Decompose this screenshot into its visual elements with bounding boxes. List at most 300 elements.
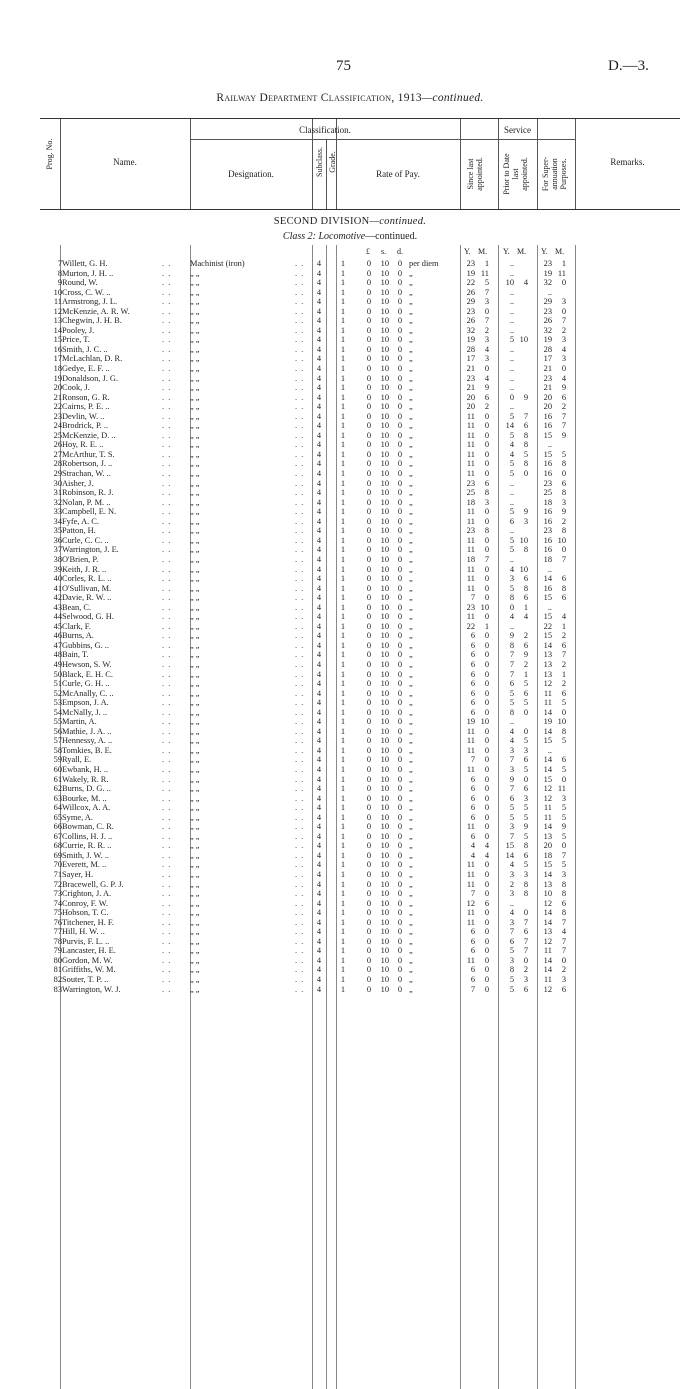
staff-name: McKenzie, D. .. — [62, 430, 116, 440]
leader-dots: . . — [295, 860, 305, 870]
grade: 1 — [340, 669, 346, 679]
pay-period: „ — [409, 354, 413, 364]
since-last-months: 0 — [484, 870, 489, 879]
leader-dots: . . — [295, 259, 305, 268]
super-years: 13 — [543, 831, 552, 841]
prior-months: 9 — [523, 507, 528, 517]
pay-pence: 0 — [397, 411, 403, 421]
leader-dots: . . — [162, 679, 172, 689]
leader-dots: . . — [162, 927, 172, 937]
prog-no: 55 — [53, 717, 62, 727]
since-last-years: 23 — [466, 373, 475, 383]
staff-name: Cross, C. W. .. — [62, 287, 111, 297]
staff-name: Souter, T. P. .. — [62, 975, 109, 985]
leader-dots: . . — [162, 392, 172, 402]
since-last-years: 7 — [470, 593, 475, 603]
leader-dots: . . — [162, 554, 172, 564]
super-years: 22 — [543, 621, 552, 631]
super-months: 10 — [557, 717, 566, 727]
super-months: 4 — [561, 373, 566, 383]
since-last-months: 0 — [484, 927, 489, 937]
pay-pounds: 0 — [366, 984, 372, 994]
leader-dots: . . — [162, 593, 172, 603]
staff-name: Burns, A. — [62, 631, 94, 641]
prior-months: 3 — [523, 793, 528, 803]
designation: „ „ — [190, 698, 200, 708]
table-row — [0, 498, 700, 508]
super-years: 23 — [543, 306, 552, 316]
super-years: 11 — [543, 688, 552, 698]
leader-dots: . . — [295, 659, 305, 669]
subclass: 4 — [316, 268, 322, 278]
prior-years: .. — [509, 287, 514, 297]
since-last-years: 6 — [470, 669, 475, 679]
pay-shillings: 10 — [380, 650, 389, 660]
leader-dots: . . — [295, 602, 305, 612]
prior-years: 5 — [509, 698, 514, 708]
leader-dots: . . — [295, 679, 305, 689]
unit-pence: d. — [397, 247, 403, 256]
leader-dots: . . — [295, 316, 305, 326]
staff-name: Devlin, W. .. — [62, 411, 105, 421]
table-row — [0, 536, 700, 546]
staff-name: Hoy, R. E. .. — [62, 440, 104, 450]
super-years: 14 — [543, 574, 552, 584]
prior-months: 5 — [523, 812, 528, 822]
staff-name: Curle, G. H. .. — [62, 679, 110, 689]
super-months: 3 — [561, 354, 566, 364]
leader-dots: . . — [295, 440, 305, 450]
designation: „ „ — [190, 297, 200, 307]
staff-name: Wakely, R. R. — [62, 774, 109, 784]
prog-no: 52 — [53, 688, 62, 698]
grade: 1 — [340, 640, 346, 650]
pay-period: „ — [409, 383, 413, 393]
staff-name: Bourke, M. .. — [62, 793, 107, 803]
pay-period: „ — [409, 908, 413, 918]
pay-shillings: 10 — [380, 726, 389, 736]
super-months: 11 — [557, 784, 566, 794]
super-years: 28 — [543, 344, 552, 354]
super-months: 3 — [561, 975, 566, 985]
super-months: 3 — [561, 497, 566, 507]
designation: „ „ — [190, 640, 200, 650]
super-years: 11 — [543, 946, 552, 956]
leader-dots: . . — [162, 755, 172, 765]
super-years: 32 — [543, 325, 552, 335]
pay-period: „ — [409, 593, 413, 603]
leader-dots: . . — [162, 975, 172, 985]
super-years: 20 — [543, 402, 552, 412]
prior-years: .. — [509, 373, 514, 383]
leader-dots: . . — [295, 564, 305, 574]
prior-months: 7 — [523, 411, 528, 421]
pay-period: „ — [409, 736, 413, 746]
super-months: 7 — [561, 411, 566, 421]
table-row — [0, 985, 700, 995]
staff-name: Chegwin, J. H. B. — [62, 316, 122, 326]
pay-period: „ — [409, 392, 413, 402]
staff-name: Syme, A. — [62, 812, 93, 822]
super-months: 9 — [561, 430, 566, 440]
pay-pence: 0 — [397, 602, 403, 612]
designation: „ „ — [190, 793, 200, 803]
leader-dots: . . — [295, 478, 305, 488]
table-row — [0, 880, 700, 890]
prior-months: 9 — [523, 822, 528, 832]
pay-period: „ — [409, 268, 413, 278]
pay-pounds: 0 — [366, 344, 372, 354]
pay-period: „ — [409, 946, 413, 956]
grade: 1 — [340, 469, 346, 479]
subsection-suffix: —continued. — [365, 231, 418, 242]
grade: 1 — [340, 488, 346, 498]
since-last-years: 32 — [466, 325, 475, 335]
prior-months: 8 — [523, 889, 528, 899]
staff-name: Ronson, G. R. — [62, 392, 110, 402]
pay-period: „ — [409, 497, 413, 507]
staff-name: Willett, G. H. — [62, 259, 108, 268]
since-last-years: 6 — [470, 793, 475, 803]
grade: 1 — [340, 440, 346, 450]
since-last-years: 23 — [466, 526, 475, 536]
since-last-years: 4 — [470, 850, 475, 860]
prior-months: 1 — [523, 669, 528, 679]
pay-shillings: 10 — [380, 287, 389, 297]
since-last-years: 23 — [466, 478, 475, 488]
table-row — [0, 488, 700, 498]
leader-dots: . . — [162, 908, 172, 918]
leader-dots: . . — [162, 841, 172, 851]
leader-dots: . . — [295, 726, 305, 736]
prog-no: 70 — [53, 860, 62, 870]
subclass: 4 — [316, 889, 322, 899]
pay-pence: 0 — [397, 421, 403, 431]
prog-no: 78 — [53, 936, 62, 946]
pay-pounds: 0 — [366, 745, 372, 755]
super-years: 18 — [543, 497, 552, 507]
grade: 1 — [340, 650, 346, 660]
table-row — [0, 316, 700, 326]
pay-pence: 0 — [397, 335, 403, 345]
since-last-years: 11 — [466, 469, 475, 479]
since-last-months: 0 — [484, 965, 489, 975]
leader-dots: . . — [162, 364, 172, 374]
leader-dots: . . — [162, 879, 172, 889]
pay-shillings: 10 — [380, 803, 389, 813]
pay-period: „ — [409, 984, 413, 994]
staff-name: O'Sullivan, M. — [62, 583, 112, 593]
since-last-months: 1 — [484, 621, 489, 631]
since-last-months: 0 — [484, 545, 489, 555]
prog-no: 31 — [53, 488, 62, 498]
prior-months: 0 — [523, 955, 528, 965]
since-last-years: 26 — [466, 316, 475, 326]
subclass: 4 — [316, 946, 322, 956]
leader-dots: . . — [162, 268, 172, 278]
pay-shillings: 10 — [380, 535, 389, 545]
since-last-years: 11 — [466, 411, 475, 421]
subclass: 4 — [316, 554, 322, 564]
super-months: 9 — [561, 383, 566, 393]
leader-dots: . . — [295, 927, 305, 937]
since-last-months: 0 — [484, 449, 489, 459]
super-months: 0 — [561, 364, 566, 374]
prog-no: 15 — [53, 335, 62, 345]
pay-period: „ — [409, 841, 413, 851]
subclass: 4 — [316, 583, 322, 593]
table-row — [0, 899, 700, 909]
pay-pence: 0 — [397, 793, 403, 803]
table-row — [0, 832, 700, 842]
designation: „ „ — [190, 430, 200, 440]
subclass: 4 — [316, 908, 322, 918]
pay-shillings: 10 — [380, 793, 389, 803]
table-row — [0, 459, 700, 469]
grade: 1 — [340, 736, 346, 746]
prog-no: 72 — [53, 879, 62, 889]
table-row — [0, 565, 700, 575]
designation: „ „ — [190, 841, 200, 851]
designation: „ „ — [190, 717, 200, 727]
since-last-years: 28 — [466, 344, 475, 354]
prior-months: 5 — [523, 449, 528, 459]
table-row — [0, 736, 700, 746]
staff-name: Bean, C. — [62, 602, 92, 612]
table-row — [0, 259, 700, 269]
prior-years: 9 — [509, 774, 514, 784]
pay-pounds: 0 — [366, 574, 372, 584]
leader-dots: . . — [162, 707, 172, 717]
grade: 1 — [340, 354, 346, 364]
pay-shillings: 10 — [380, 755, 389, 765]
since-last-years: 11 — [466, 870, 475, 879]
leader-dots: . . — [162, 640, 172, 650]
subclass: 4 — [316, 411, 322, 421]
leader-dots: . . — [162, 936, 172, 946]
since-last-months: 0 — [484, 955, 489, 965]
super-months: 8 — [561, 459, 566, 469]
pay-pounds: 0 — [366, 335, 372, 345]
designation: „ „ — [190, 449, 200, 459]
super-years: 11 — [543, 698, 552, 708]
pay-shillings: 10 — [380, 383, 389, 393]
pay-pounds: 0 — [366, 688, 372, 698]
staff-name: Empson, J. A. — [62, 698, 109, 708]
super-years: 23 — [543, 526, 552, 536]
pay-shillings: 10 — [380, 745, 389, 755]
super-months: 3 — [561, 297, 566, 307]
super-months: 8 — [561, 908, 566, 918]
page-number: 75 — [336, 58, 351, 74]
staff-name: Round, W. — [62, 278, 98, 288]
since-last-months: 2 — [484, 325, 489, 335]
super-months: 1 — [561, 669, 566, 679]
grade: 1 — [340, 822, 346, 832]
table-row — [0, 841, 700, 851]
pay-pence: 0 — [397, 736, 403, 746]
grade: 1 — [340, 306, 346, 316]
since-last-months: 4 — [484, 841, 489, 851]
since-last-years: 6 — [470, 640, 475, 650]
since-last-months: 0 — [484, 421, 489, 431]
pay-pounds: 0 — [366, 278, 372, 288]
prior-months: 8 — [523, 545, 528, 555]
super-years: 14 — [543, 917, 552, 927]
pay-period: „ — [409, 631, 413, 641]
title-suffix: —continued. — [421, 92, 484, 104]
leader-dots: . . — [162, 774, 172, 784]
prior-months: 5 — [523, 831, 528, 841]
prog-no: 61 — [53, 774, 62, 784]
pay-pounds: 0 — [366, 822, 372, 832]
leader-dots: . . — [295, 841, 305, 851]
pay-period: „ — [409, 793, 413, 803]
grade: 1 — [340, 812, 346, 822]
subclass: 4 — [316, 688, 322, 698]
grade: 1 — [340, 908, 346, 918]
since-last-months: 0 — [484, 784, 489, 794]
leader-dots: . . — [162, 669, 172, 679]
subclass: 4 — [316, 612, 322, 622]
since-last-years: 6 — [470, 698, 475, 708]
prior-years: 5 — [509, 535, 514, 545]
pay-pence: 0 — [397, 717, 403, 727]
since-last-months: 0 — [484, 774, 489, 784]
since-last-months: 0 — [484, 831, 489, 841]
subclass: 4 — [316, 898, 322, 908]
grade: 1 — [340, 850, 346, 860]
super-months: 6 — [561, 755, 566, 765]
grade: 1 — [340, 364, 346, 374]
leader-dots: . . — [295, 373, 305, 383]
designation: „ „ — [190, 726, 200, 736]
since-last-months: 0 — [484, 812, 489, 822]
pay-pence: 0 — [397, 764, 403, 774]
pay-pence: 0 — [397, 449, 403, 459]
prior-months: 3 — [523, 870, 528, 879]
table-row — [0, 440, 700, 450]
leader-dots: . . — [295, 774, 305, 784]
table-row — [0, 622, 700, 632]
super-months: 1 — [561, 621, 566, 631]
pay-pounds: 0 — [366, 593, 372, 603]
pay-pounds: 0 — [366, 526, 372, 536]
pay-shillings: 10 — [380, 774, 389, 784]
grade: 1 — [340, 583, 346, 593]
since-last-years: 26 — [466, 287, 475, 297]
pay-pounds: 0 — [366, 516, 372, 526]
grade: 1 — [340, 316, 346, 326]
staff-name: Crighton, J. A. — [62, 889, 112, 899]
prior-years: 4 — [509, 612, 514, 622]
pay-shillings: 10 — [380, 975, 389, 985]
staff-name: Conroy, F. W. — [62, 898, 109, 908]
since-last-months: 3 — [484, 297, 489, 307]
designation: „ „ — [190, 383, 200, 393]
pay-pence: 0 — [397, 612, 403, 622]
leader-dots: . . — [162, 659, 172, 669]
pay-pounds: 0 — [366, 259, 372, 268]
pay-period: „ — [409, 955, 413, 965]
super-months: 0 — [561, 774, 566, 784]
pay-pence: 0 — [397, 679, 403, 689]
since-last-years: 6 — [470, 631, 475, 641]
staff-name: McAnally, C. .. — [62, 688, 114, 698]
prior-months: 6 — [523, 421, 528, 431]
grade: 1 — [340, 898, 346, 908]
prog-no: 57 — [53, 736, 62, 746]
pay-period: „ — [409, 316, 413, 326]
super-years: 15 — [543, 631, 552, 641]
prior-years: 5 — [509, 803, 514, 813]
staff-name: Cairns, P. E. .. — [62, 402, 110, 412]
pay-shillings: 10 — [380, 469, 389, 479]
super-months: 2 — [561, 659, 566, 669]
subclass: 4 — [316, 526, 322, 536]
grade: 1 — [340, 841, 346, 851]
since-last-months: 0 — [484, 679, 489, 689]
pay-pounds: 0 — [366, 392, 372, 402]
leader-dots: . . — [295, 975, 305, 985]
prior-years: .. — [509, 316, 514, 326]
pay-pounds: 0 — [366, 927, 372, 937]
prior-years: .. — [509, 354, 514, 364]
super-years: 32 — [543, 278, 552, 288]
pay-period: „ — [409, 975, 413, 985]
since-last-years: 6 — [470, 659, 475, 669]
since-last-months: 0 — [484, 908, 489, 918]
since-last-months: 0 — [484, 364, 489, 374]
pay-pounds: 0 — [366, 325, 372, 335]
pay-pence: 0 — [397, 507, 403, 517]
pay-period: „ — [409, 583, 413, 593]
table-row — [0, 670, 700, 680]
pay-pounds: 0 — [366, 726, 372, 736]
since-last-months: 0 — [484, 469, 489, 479]
table-row — [0, 393, 700, 403]
prior-months: 8 — [523, 440, 528, 450]
pay-shillings: 10 — [380, 631, 389, 641]
prior-years: 5 — [509, 946, 514, 956]
grade: 1 — [340, 803, 346, 813]
pay-pence: 0 — [397, 430, 403, 440]
pay-pence: 0 — [397, 975, 403, 985]
designation: „ „ — [190, 440, 200, 450]
prior-years: 5 — [509, 812, 514, 822]
staff-name: Brodrick, P. .. — [62, 421, 109, 431]
prior-months: 0 — [523, 726, 528, 736]
table-row — [0, 383, 700, 393]
since-last-months: 10 — [480, 602, 489, 612]
pay-period: „ — [409, 936, 413, 946]
pay-period: „ — [409, 726, 413, 736]
leader-dots: . . — [162, 965, 172, 975]
prior-years: 7 — [509, 831, 514, 841]
super-years: 26 — [543, 316, 552, 326]
header-name: Name. — [113, 157, 137, 167]
since-last-months: 0 — [484, 612, 489, 622]
since-last-years: 6 — [470, 927, 475, 937]
prior-months: 10 — [519, 335, 528, 345]
since-last-months: 0 — [484, 946, 489, 956]
super-years: 16 — [543, 507, 552, 517]
prior-years: 5 — [509, 469, 514, 479]
pay-shillings: 10 — [380, 889, 389, 899]
staff-name: Sayer, H. — [62, 870, 94, 879]
grade: 1 — [340, 946, 346, 956]
prior-years: 5 — [509, 507, 514, 517]
